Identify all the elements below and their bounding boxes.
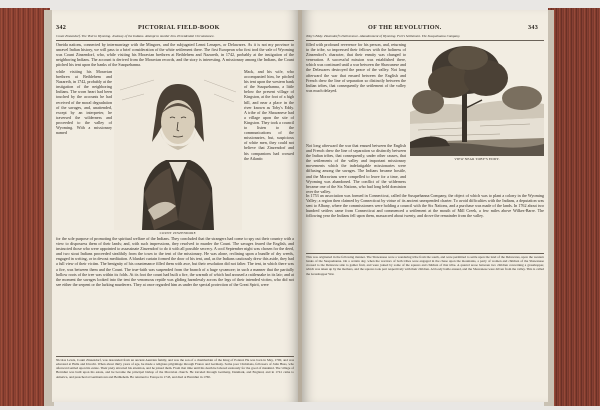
right-page [302, 10, 548, 402]
subhead-left: Count Zinzendorf. The Visit to Wyoming. Jealousy of the Indians. Attempt to murder him. Providential Circumstance. [56, 34, 215, 38]
body-main-right: In 1753 an association was formed in Connecticut, called the Susquehanna Company, the object of which was to plant a colony in the Wyoming Valley; a region then claimed by Connecticut by virtue of its ancient unexpended charter. To avoid difficulties with the Indians, a deputation was sent to Albany, where the commissioners were holding a council with the Six Nations, and a purchase was made of the lands. In 1762 about two hundred settlers came from Connecticut and commenced a settlement at the mouth of Mill Creek, a few miles above Wilkes-Barre. The following year the Indians fell upon them, massacred about twenty, and drove the remainder from the valley. [306, 193, 544, 219]
running-title-left: PICTORIAL FIELD-BOOK [138, 24, 220, 31]
page-edges-left [0, 8, 50, 406]
body-col-left: while visiting his Moravian brethren at Bethlehem and Nazareth, in 1742, probably at the instigation of the neighboring Indians. The worn heart had been touched by the accounts he had received of the moral degradation of the savages, and, unattended, except by an interpreter, he traversed the wilderness and proceeded to the valley of Wyoming. With a missionary named [56, 69, 112, 136]
body-col-right: Not long afterward the war that ensued between the English and French drew the line of separation so distinctly between the Indian tribes, that consequently, under other causes, that the settlements of the valley and important missionary movements which the indefatigable missionaries were diffusing among the savages. The Indians became hostile, and the Moravians were compelled to leave for a time, and Wyoming was abandoned. The conflict of the wilderness became one of the Six Nations, who had long held dominion over the valley. [306, 143, 406, 194]
scene-caption: VIEW NEAR TOBY'S EDDY. [454, 157, 500, 161]
page-number-right: 343 [528, 24, 539, 31]
body-col-right-of-portrait: Mack, and his wife, who accompanied him, he pitched his tent upon the western bank of the Susquehanna, a little below the present village of Kingston, at the foot of a high hill, and near a place in the river known as Toby's Eddy. A tribe of the Shawanese had a village upon the site of Kingston. They took a council to listen to the communications of the missionaries, but, suspicious of white men, they could not believe that Zinzendorf and his companions had crossed the Atlantic [244, 69, 294, 161]
rule-left [56, 40, 294, 41]
left-page [52, 10, 299, 402]
running-title-right: OF THE REVOLUTION. [368, 24, 442, 31]
page-edges-right [548, 8, 600, 406]
body-top-left: Oneida nations, connected by intermarriage with the Mingoes, and the subjugated Lenni Lenapes, or Delawares. As it is not my province to unravel Indian history, we will pass to a brief consideration of the white settlement there. The first European who first trod the vale of Wyoming was Count Zinzendorf, who, while visiting his Moravian brethren at Bethlehem and Nazareth, in 1742, probably at the instigation of the neighboring Indians. The account is derived from the Moravian records, and the story is interesting. A missionary among the Indians, the Count pitched his tent upon the banks of the Susquehanna. [56, 42, 294, 68]
footnote-rule-right [306, 253, 544, 254]
body-top-right: filled with profound reverence for his person, and, returning to the tribe, so impressed their fellows with the holiness of Zinzendorf's character, that their enmity was changed to veneration. A successful mission was established there, which was continued until a war between the Shawanese and the Delawares destroyed the peace of the valley. Not long afterward the war that ensued between the English and French drew the line of separation so distinctly between the Indian tribes, that consequently the settlement of the valley was much delayed. [306, 42, 406, 93]
portrait-caption: COUNT ZINZENDORF. [159, 231, 197, 235]
page-number-left: 342 [56, 24, 67, 31]
footnote-left: Nicolas Lewis, Count Zinzendorf, was descended from an ancient Austrian family, and was the son of a chamberlain of the King of Poland. He was born in May, 1700, and was educated at Halle and Utrecht. When about thirty years of age, he made a religious pilgrimage through France and Germany. Some poor Christians, followers of John Huss, who afterward settled upon his estate. Their piety attracted his attention, and he joined them. From that time until his death he labored zealously for the good of mankind. The village of Herrnhut was built upon his estate, and he became the principal bishop of the Moravian church. He traveled through Germany, Denmark, and England, and in 1741 came to America, and preached at Germantown and Bethlehem. He returned to Europe in 1743, and died at Herrnhut in 1760. [56, 358, 294, 379]
footnote-right: This was originated in the following manner. The Shawanese were a wandering tribe from the south, and were permitted to settle upon the land of the Delawares, upon the western banks of the Susquehanna. On a certain day, when the warriors of both tribes were engaged in the chase upon the mountains, a party of women and children of the Shawanese crossed to the Delaware side to gather fruit, and were joined by some of the squaws and children of that tribe. A quarrel arose between two children concerning a grasshopper, which was taken up by the mothers, and the squaws took part respectively with their children. A bloody battle ensued, and the Shawanese were driven from the valley. This is called the Grasshopper War. [306, 255, 544, 276]
body-main-left: for the sole purpose of promoting the spiritual welfare of the Indians. They concluded that the strangers had come to spy out their country with a view to dispossess them of their lands; and, with such impressions, they resolved to murder the Count. The savages feared the English, and instructed those who were appointed to assassinate Zinzendorf to do it with all possible secrecy. A cool September night was chosen for the deed, and two stout Indians proceeded stealthily from the town to the tent of the missionary. He was alone, reclining upon a bundle of dry weeds, engaged in writing, or in devout meditation. A blanket curtain formed the door of his tent, and, as the Indians cautiously drew this aside, they had a full view of their victim. The benignity of his countenance filled them with awe, but their resolution did not falter. The tent, in which there was a fire, was between them and the Count. The true-faith was suspended from the branch of a huge sycamore; in such a manner that the partially hollow roots of the tree was within its folds. At its foot the count had built a fire, the warmth of which had aroused a rattlesnake in its lair; and at the moment the savages looked into the tent the venomous reptile was gliding harmlessly across the legs of their intended victim, who did not see either the serpent or the lurking murderers. They at once regarded him as under the special protection of the Great Spirit, were [56, 236, 294, 287]
zinzendorf-portrait [114, 70, 242, 230]
toby-eddy-engraving [410, 42, 544, 156]
footnote-rule-left [56, 356, 294, 357]
rule-right [306, 40, 544, 41]
subhead-right: Toby's Eddy. Zinzendorf's Deliverance. Abandonment of Wyoming. Fort's Settlement. The Susquehanna Company. [306, 34, 461, 38]
